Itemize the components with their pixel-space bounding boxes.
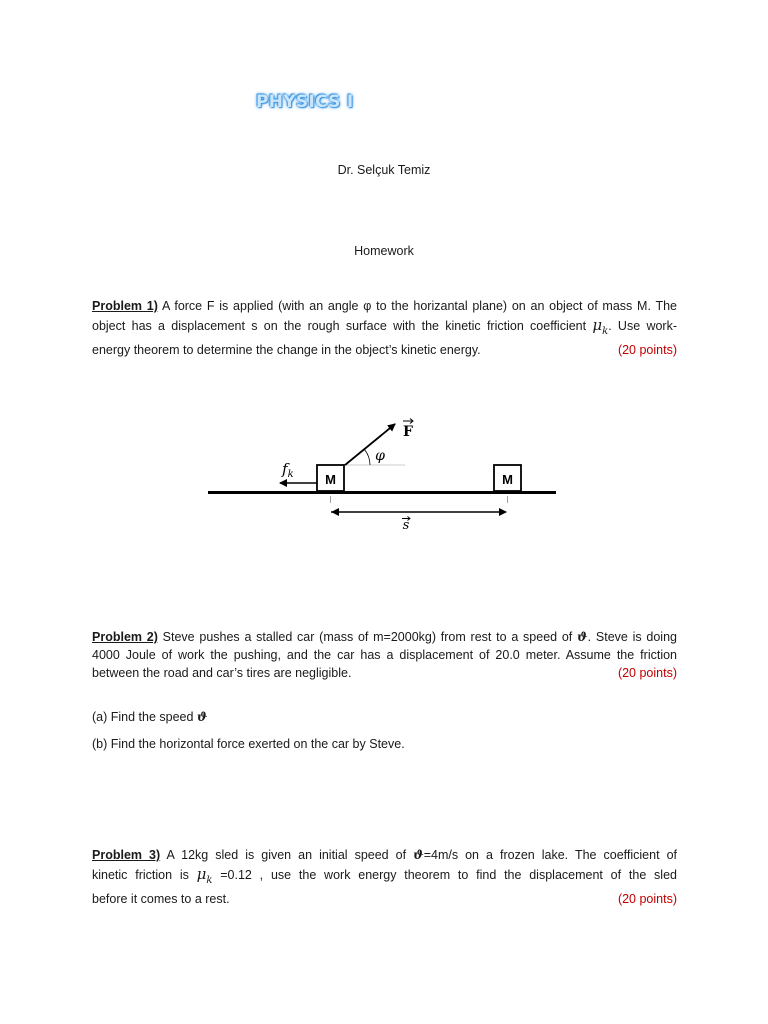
homework-label: Homework bbox=[354, 244, 414, 258]
problem-2-title: Problem 2) bbox=[92, 630, 158, 644]
displacement-arrow-start bbox=[331, 508, 339, 516]
author-name: Dr. Selçuk Temiz bbox=[337, 163, 431, 177]
problem-2 bbox=[92, 628, 677, 682]
friction-label-sub: k bbox=[287, 469, 294, 480]
course-title: PHYSICS I bbox=[256, 92, 354, 112]
mass-label-left: M bbox=[325, 472, 336, 487]
force-vector-arrow bbox=[403, 419, 413, 424]
angle-arc bbox=[365, 450, 371, 466]
force-arrow bbox=[345, 424, 395, 465]
problem-3-title: Problem 3) bbox=[92, 848, 161, 862]
problem-1-line-3: energy theorem to determine the change in the object’s kinetic energy. (20 points) bbox=[92, 341, 677, 360]
friction-label bbox=[281, 460, 294, 480]
problem-3-line-3: before it comes to a rest. (20 points) bbox=[92, 890, 677, 909]
mass-label-right: M bbox=[502, 472, 513, 487]
friction-label-main: f bbox=[282, 460, 288, 478]
problem-1-line-2: object has a displacement s on the rough surface with the kinetic friction coefficient $\mu_k$. Use work- bbox=[92, 316, 677, 337]
problem-1-points: (20 points) bbox=[617, 343, 677, 357]
problem-3 bbox=[92, 845, 677, 909]
mu-k-symbol: $\mu_k$ bbox=[196, 865, 213, 886]
problem-2-line-2: 4000 Joule of work the pushing, and the car has a displacement of 20.0 meter. Assume the friction bbox=[92, 648, 677, 662]
problem-1-title: Problem 1) bbox=[92, 299, 158, 313]
problem-3-line-1: Problem 3) A 12kg sled is given an initial speed of ϑ=4m/s on a frozen lake. The coefficient of bbox=[92, 847, 677, 862]
problem-3-points: (20 points) bbox=[617, 892, 677, 906]
angle-label: φ bbox=[375, 448, 385, 464]
problem-1 bbox=[92, 297, 677, 360]
force-diagram bbox=[200, 405, 570, 545]
problem-2-points: (20 points) bbox=[617, 666, 677, 680]
force-label: F bbox=[403, 424, 413, 440]
mu-k-symbol: $\mu_k$ bbox=[592, 316, 609, 337]
problem-3-line-2: kinetic friction is $\mu_k =0.12$ , use the work energy theorem to find the displacement of the sled bbox=[92, 865, 677, 886]
problem-2-line-3: between the road and car’s tires are negligible. (20 points) bbox=[92, 666, 677, 680]
problem-2-part-b: (b) Find the horizontal force exerted on the car by Steve. bbox=[92, 737, 405, 751]
problem-2-line-1: Problem 2) Steve pushes a stalled car (mass of m=2000kg) from rest to a speed of ϑ. Steve is doing bbox=[92, 629, 677, 644]
problem-2-part-a: (a) Find the speed ϑ bbox=[92, 709, 208, 724]
speed-symbol: ϑ bbox=[413, 847, 424, 862]
displacement-label: s bbox=[402, 518, 410, 533]
speed-symbol: ϑ bbox=[577, 629, 588, 644]
speed-symbol: ϑ bbox=[196, 709, 208, 724]
problem-1-line-1: Problem 1) A force F is applied (with an angle φ to the horizantal plane) on an object of mass M. The bbox=[92, 299, 677, 313]
